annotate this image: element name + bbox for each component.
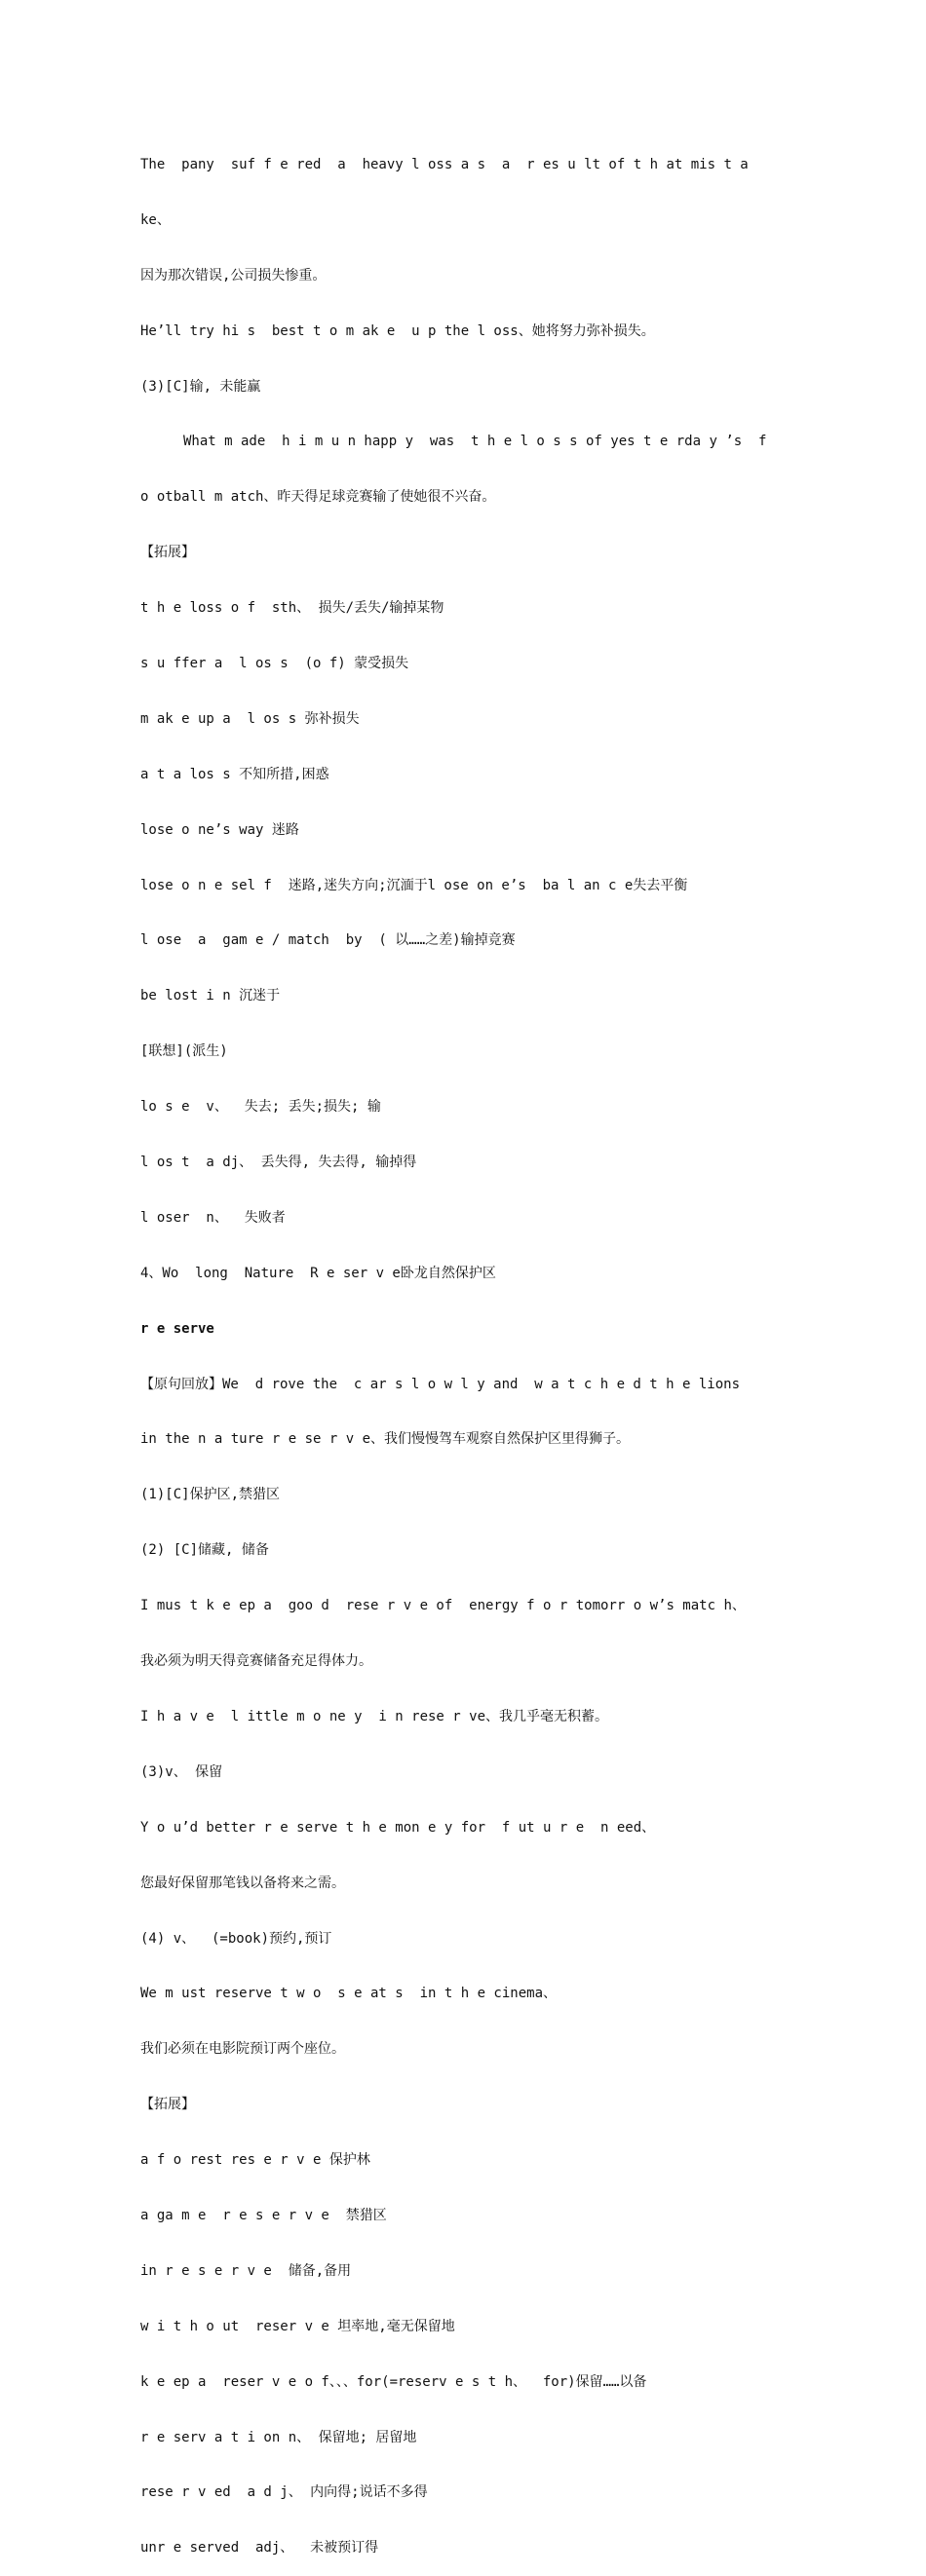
text-line: m ak e up a l os s 弥补损失 [140,710,360,727]
text-line: unr e served adj、 未被预订得 [140,2540,379,2557]
section-heading: [联想](派生) [140,1043,228,1060]
section-heading: 【拓展】 [140,545,195,561]
text-line: 4、Wo long Nature R e ser v e卧龙自然保护区 [140,1265,496,1281]
text-line: in the n a ture r e se r v e、我们慢慢驾车观察自然保护区里得狮子。 [140,1431,631,1448]
text-line: He’ll try hi s best t o m ak e u p the l oss、她将努力弥补损失。 [140,322,655,339]
text-line: o otball m atch、昨天得足球竞赛输了使她很不兴奋。 [140,489,496,506]
text-line: t h e loss o f sth、 损失/丢失/输掉某物 [140,600,444,617]
text-line: l oser n、 失败者 [140,1209,286,1226]
text-line: a t a los s 不知所措,困惑 [140,766,329,782]
text-line: ke、 [140,211,171,228]
text-line: in r e s e r v e 储备,备用 [140,2262,352,2279]
text-line: be lost i n 沉迷于 [140,988,281,1004]
text-line: I mus t k e ep a goo d rese r v e of energy f o r tomorr o w’s matc h、 [140,1598,746,1614]
text-line: lo s e v、 失去; 丢失;损失; 输 [140,1099,381,1116]
text-line: r e serv a t i on n、 保留地; 居留地 [140,2429,417,2445]
text-line: l os t a dj、 丢失得, 失去得, 输掉得 [140,1155,417,1171]
section-heading: 【拓展】 [140,2097,195,2113]
text-line: l ose a gam e / match by ( 以……之差)输掉竞赛 [140,932,516,949]
text-line: lose o n e sel f 迷路,迷失方向;沉湎于l ose on e’s ba l an c e失去平衡 [140,877,688,893]
text-line: rese r v ed a d j、 内向得;说话不多得 [140,2484,428,2501]
text-line: 我们必须在电影院预订两个座位。 [140,2041,345,2058]
text-line: (4) v、 (=book)预约,预订 [140,1930,332,1947]
text-line: s u ffer a l os s (o f) 蒙受损失 [140,656,409,672]
text-line: 【原句回放】We d rove the c ar s l o w l y and w a t c h e d t h e lions [140,1376,741,1392]
text-line: lose o ne’s way 迷路 [140,821,299,838]
text-line: (3)[C]输, 未能赢 [140,378,261,395]
text-line: (1)[C]保护区,禁猎区 [140,1487,281,1503]
text-line: (2) [C]储藏, 储备 [140,1542,269,1559]
headword: r e serve [140,1320,214,1337]
text-line: w i t h o ut reser v e 坦率地,毫无保留地 [140,2318,455,2334]
text-line: 我必须为明天得竞赛储备充足得体力。 [140,1653,372,1670]
text-line: k e ep a reser v e o f、、、for(=reserv e s t h、 for)保留……以备 [140,2373,647,2390]
text-line: a ga m e r e s e r v e 禁猎区 [140,2207,387,2223]
document-page [140,122,789,2576]
text-line: Y o u’d better r e serve t h e mon e y for f ut u r e n eed、 [140,1819,656,1836]
text-line: 因为那次错误,公司损失惨重。 [140,267,327,284]
text-line: What m ade h i m u n happ y was t h e l o s s of yes t e rda y ’s f [183,434,767,450]
text-line: We m ust reserve t w o s e at s in t h e cinema、 [140,1986,558,2002]
text-line: a f o rest res e r v e 保护林 [140,2152,370,2169]
text-line: I h a v e l ittle m o ne y i n rese r ve、我几乎毫无积蓄。 [140,1708,609,1724]
text-line: (3)v、 保留 [140,1763,223,1780]
text-line: The pany suf f e red a heavy l oss a s a r es u lt of t h at mis t a [140,157,749,172]
text-line: 您最好保留那笔钱以备将来之需。 [140,1875,345,1891]
